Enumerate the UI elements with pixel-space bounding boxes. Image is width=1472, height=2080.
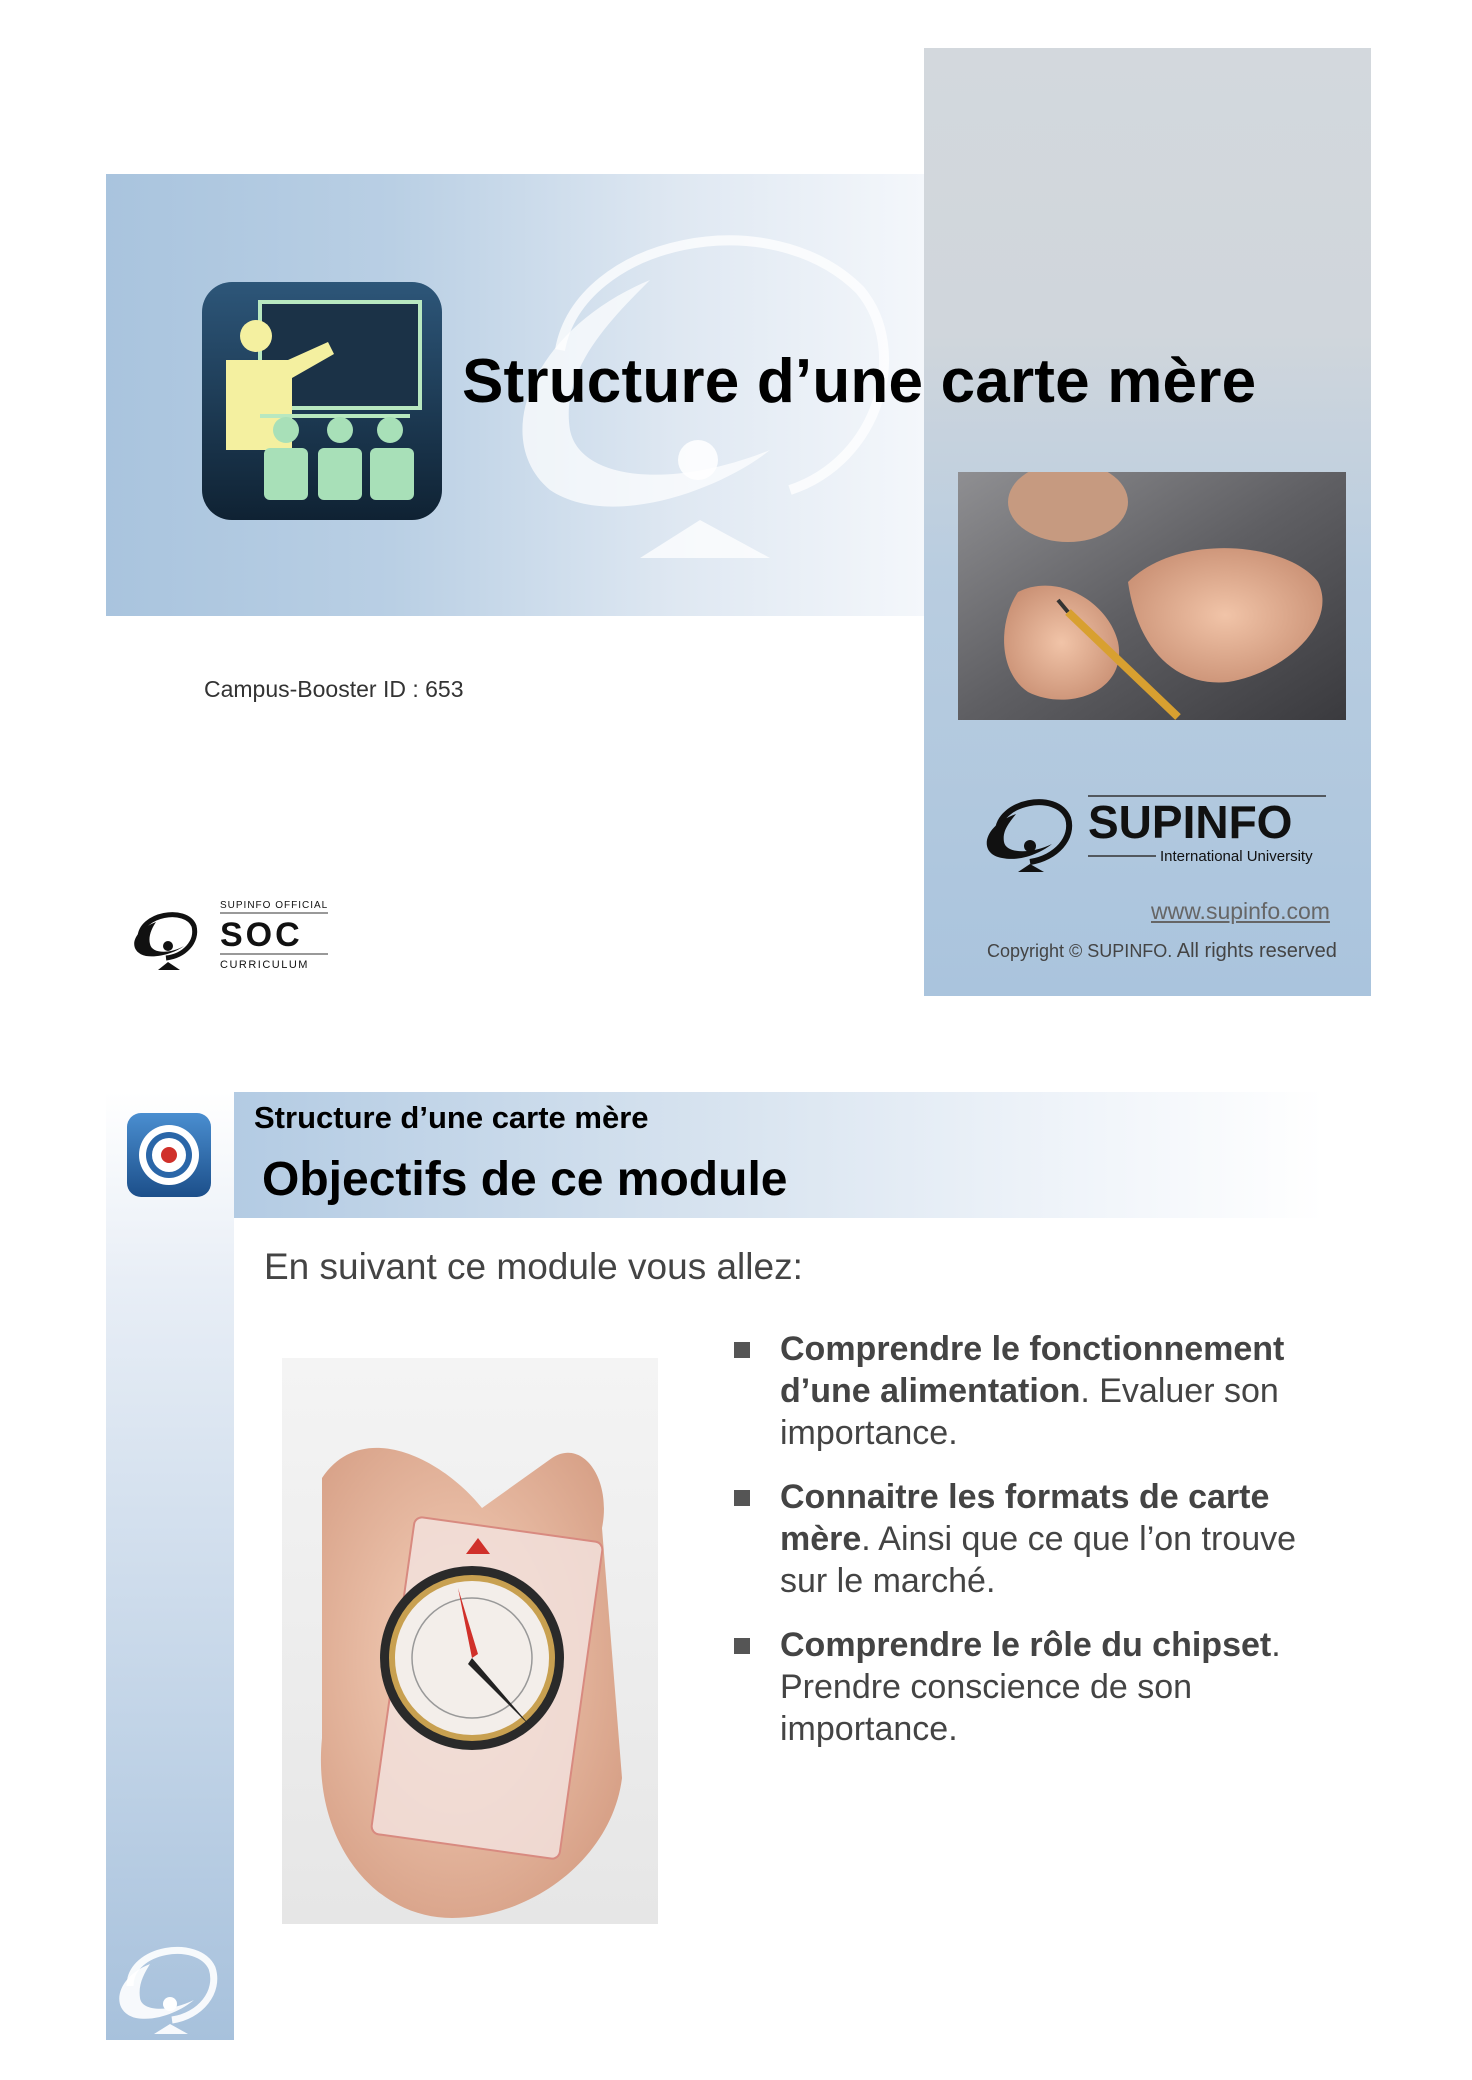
objectives-list bbox=[732, 1328, 1332, 1772]
supinfo-logo-icon bbox=[108, 1928, 230, 2038]
module-title: Objectifs de ce module bbox=[262, 1153, 788, 1206]
bullet-square-icon bbox=[734, 1638, 750, 1654]
teacher-presentation-icon bbox=[200, 280, 444, 522]
supinfo-logo bbox=[976, 784, 1336, 876]
soc-main-text: SOC bbox=[220, 916, 303, 954]
module-subtitle: Structure d’une carte mère bbox=[254, 1100, 649, 1135]
copyright-prefix: Copyright © SUPINFO. bbox=[987, 941, 1173, 961]
soc-curriculum-logo bbox=[130, 896, 332, 976]
objective-bold: Comprendre le fonctionnement d’une alimentation bbox=[780, 1330, 1285, 1410]
campus-booster-id: Campus-Booster ID : 653 bbox=[204, 676, 464, 702]
supinfo-logo-text: SUPINFO bbox=[1088, 796, 1293, 848]
target-icon bbox=[126, 1112, 212, 1198]
objective-item bbox=[732, 1476, 1332, 1602]
copyright-text bbox=[987, 940, 1337, 963]
objective-rest: . Evaluer son importance. bbox=[780, 1372, 1279, 1452]
soc-top-text: Supinfo Official bbox=[220, 900, 329, 911]
module-sidebar bbox=[106, 1092, 234, 2040]
objective-item bbox=[732, 1328, 1332, 1454]
hands-pencil-photo bbox=[958, 472, 1346, 720]
objective-rest: . Prendre conscience de son importance. bbox=[780, 1626, 1281, 1748]
bullet-square-icon bbox=[734, 1342, 750, 1358]
supinfo-url-link[interactable]: www.supinfo.com bbox=[1151, 898, 1330, 924]
supinfo-logo-subtext: International University bbox=[1160, 848, 1313, 865]
objective-bold: Comprendre le rôle du chipset bbox=[780, 1626, 1272, 1664]
copyright-suffix: All rights reserved bbox=[1172, 940, 1337, 962]
objective-rest: . Ainsi que ce que l’on trouve sur le marché. bbox=[780, 1520, 1297, 1600]
module-intro: En suivant ce module vous allez: bbox=[264, 1246, 803, 1287]
cover-title: Structure d’une carte mère bbox=[462, 347, 1257, 416]
compass-in-hand-photo bbox=[282, 1358, 658, 1924]
objective-item bbox=[732, 1624, 1332, 1750]
bullet-square-icon bbox=[734, 1490, 750, 1506]
soc-bottom-text: Curriculum bbox=[220, 959, 309, 971]
objective-bold: Connaitre les formats de carte mère bbox=[780, 1478, 1270, 1558]
